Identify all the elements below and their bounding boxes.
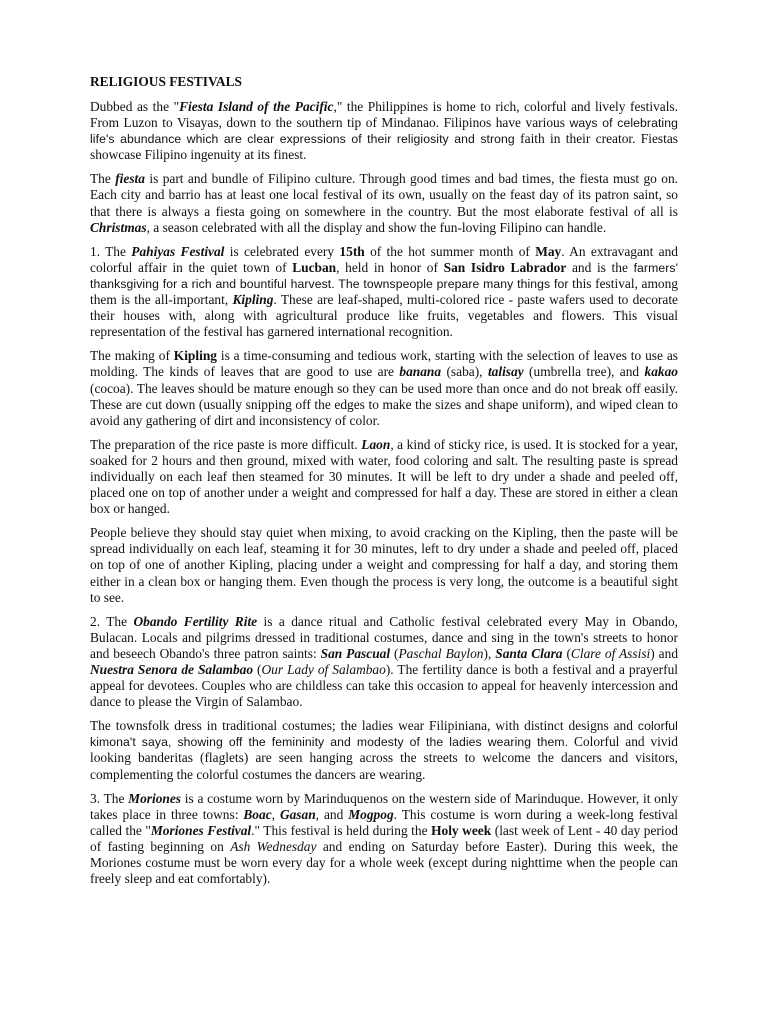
paragraph-fiesta: The fiesta is part and bundle of Filipino culture. Through good times and bad times, the fiesta must go on. Each city and barrio has at least one local festival of its own, usually on the feast day of its patron saint, so that there is always a fiesta going on somewhere in the country. But the most elaborate festival of all is Christmas, a season celebrated with all the display and show the fun-loving Filipino can handle. (90, 171, 678, 235)
paragraph-moriones: 3. The Moriones is a costume worn by Marinduquenos on the western side of Marinduque. However, it only takes place in three towns: Boac, Gasan, and Mogpog. This costume is worn during a week-long festival called the "Moriones Festival." This festival is held during the Holy week (last week of Lent - 40 day period of fasting beginning on Ash Wednesday and ending on Saturday before Easter). During this week, the Moriones costume must be worn every day for a whole week (except during nighttime when the people can freely sleep and eat comfortably). (90, 790, 679, 887)
paragraph-rice-paste: The preparation of the rice paste is more difficult. Laon, a kind of sticky rice, is used. It is stocked for a year, soaked for 2 hours and then ground, mixed with water, food coloring and salt. The resulting paste is spread individually on each leaf then steamed for 30 minutes. It will be left to dry under a shade and peeled off, placed one on top of another under a weight and compressed for half a day. These are stored in either a clean box or hanged. (90, 436, 679, 517)
paragraph-kipling-making: The making of Kipling is a time-consuming and tedious work, starting with the selection of leaves to use as molding. The kinds of leaves that are good to use are banana (saba), talisay (umbrella tree), and kakao (cocoa). The leaves should be mature enough so they can be used more than once and do not break off easily. These are cut down (usually snipping off the edges to make the sizes and shape uniform), and wiped clean to avoid any gathering of dirt and inconsistency of color. (90, 348, 678, 428)
paragraph-intro: Dubbed as the "Fiesta Island of the Pacific," the Philippines is home to rich, colorful and lively festivals. From Luzon to Visayas, down to the southern tip of Mindanao. Filipinos have various ways of celebrating life's abundance which are clear expressions of their religiosity and strong faith in their creator. Fiestas showcase Filipino ingenuity at its finest. (90, 99, 678, 163)
paragraph-obando: 2. The Obando Fertility Rite is a dance ritual and Catholic festival celebrated every May in Obando, Bulacan. Locals and pilgrims dressed in traditional costumes, dance and sing in the town's streets to honor and beseech Obando's three patron saints: San Pascual (Paschal Baylon), Santa Clara (Clare of Assisi) and Nuestra Senora de Salambao (Our Lady of Salambao). The fertility dance is both a festival and a prayerful appeal for devotees. Couples who are childless can take this occasion to appeal for heavenly intercession and dance to please the Virgin of Salambao. (90, 613, 679, 710)
document-title: RELIGIOUS FESTIVALS (90, 74, 242, 89)
document-page (90, 74, 678, 895)
paragraph-belief: People believe they should stay quiet when mixing, to avoid cracking on the Kipling, then the paste will be spread individually on each leaf, steaming it for 30 minutes, left to dry under a shade and peeled off, placed on top of one of another Kipling, placing under a weight and compressing for half a day, and storing them either in a clean box or hanging them. Even though the process is very long, the outcome is a beautiful sight to see. (90, 525, 678, 605)
paragraph-townsfolk: The townsfolk dress in traditional costumes; the ladies wear Filipiniana, with distinct designs and colorful kimona't saya, showing off the femininity and modesty of the ladies wearing them. Colorful and vivid looking banderitas (flaglets) are seen hanging across the streets to welcome the dancers and visitors, complementing the colorful costumes the dancers are wearing. (90, 718, 678, 782)
paragraph-pahiyas: 1. The Pahiyas Festival is celebrated every 15th of the hot summer month of May. An extravagant and colorful affair in the quiet town of Lucban, held in honor of San Isidro Labrador and is the farmers' thanksgiving for a rich and bountiful harvest. The townspeople prepare many things for this festival, among them is the all-important, Kipling. These are leaf-shaped, multi-colored rice - paste wafers used to decorate their houses with, along with agricultural produce like fruits, vegetables and flowers. This visual representation of the festival has garnered international recognition. (90, 243, 678, 340)
